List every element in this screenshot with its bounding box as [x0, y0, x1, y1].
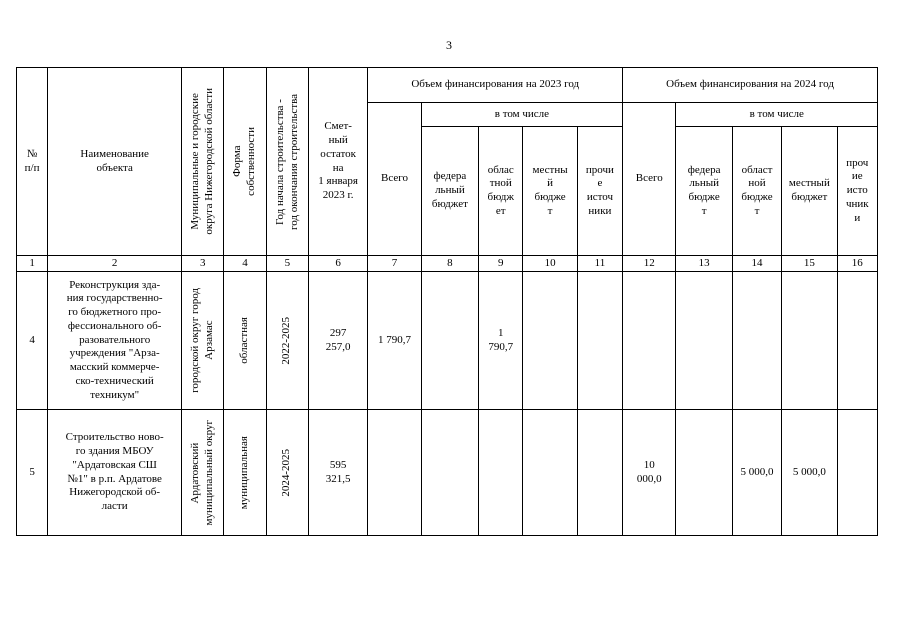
row-years [266, 272, 308, 410]
row-years-text: 2022-2025 [280, 316, 293, 365]
row-other-2024 [837, 272, 877, 410]
header-regional-2023: облас тной бюдж ет [479, 127, 523, 256]
header-ownership-text: Форма собственности [231, 127, 258, 196]
page-number: 3 [446, 38, 452, 52]
column-number: 9 [479, 256, 523, 272]
row-num: 5 [17, 410, 48, 536]
header-years-text: Год начала строительства - год окончания строительства [273, 93, 300, 230]
header-in-total-2024: в том числе [676, 103, 878, 127]
row-ownership [224, 272, 266, 410]
header-balance: Смет- ный остаток на 1 января 2023 г. [308, 68, 367, 256]
row-federal-2023 [421, 410, 478, 536]
header-municipality [182, 68, 224, 256]
header-municipality-text: Муниципальные и городские округа Нижегородской области [189, 88, 215, 235]
header-row-1 [17, 68, 878, 103]
header-federal-2023: федера льный бюджет [421, 127, 478, 256]
header-federal-2024: федера льный бюдже т [676, 127, 732, 256]
column-number: 4 [224, 256, 266, 272]
header-years [266, 68, 308, 256]
header-name: Наименование объекта [48, 68, 182, 256]
row-other-2023 [577, 410, 622, 536]
column-number-row [17, 256, 878, 272]
header-regional-2024: област ной бюдже т [732, 127, 781, 256]
row-ownership [224, 410, 266, 536]
header-ownership [224, 68, 266, 256]
row-name: Реконструкция зда- ния государственно- го бюджетного про- фессионального об- разовательного учреждения "Арза- масский коммерче- ско-технический техникум" [48, 272, 182, 410]
header-group-2023: Объем финансирования на 2023 год [368, 68, 623, 103]
row-years-text: 2024-2025 [280, 448, 293, 497]
header-local-2024: местный бюджет [782, 127, 837, 256]
row-regional-2023 [479, 410, 523, 536]
row-other-2024 [837, 410, 877, 536]
row-regional-2024 [732, 272, 781, 410]
row-balance: 297 257,0 [308, 272, 367, 410]
column-number: 15 [782, 256, 837, 272]
column-number: 5 [266, 256, 308, 272]
column-number: 16 [837, 256, 877, 272]
header-other-2024: проч ие исто чник и [837, 127, 877, 256]
row-federal-2023 [421, 272, 478, 410]
row-balance: 595 321,5 [308, 410, 367, 536]
table-row [17, 410, 878, 536]
header-group-2024: Объем финансирования на 2024 год [623, 68, 878, 103]
column-number: 8 [421, 256, 478, 272]
column-number: 13 [676, 256, 732, 272]
header-in-total-2023: в том числе [421, 103, 622, 127]
header-num: № п/п [17, 68, 48, 256]
header-local-2023: местны й бюдже т [523, 127, 577, 256]
row-total-2023 [368, 410, 421, 536]
header-total-2023: Всего [368, 103, 421, 256]
row-total-2024 [623, 272, 676, 410]
column-number: 1 [17, 256, 48, 272]
row-num: 4 [17, 272, 48, 410]
row-other-2023 [577, 272, 622, 410]
column-number: 7 [368, 256, 421, 272]
row-federal-2024 [676, 410, 732, 536]
row-name: Строительство ново- го здания МБОУ "Ардатовская СШ №1" в р.п. Ардатове Нижегородской об- ласти [48, 410, 182, 536]
row-years [266, 410, 308, 536]
row-regional-2023: 1 790,7 [479, 272, 523, 410]
row-total-2023: 1 790,7 [368, 272, 421, 410]
row-local-2023 [523, 272, 577, 410]
column-number: 3 [182, 256, 224, 272]
financing-table [16, 67, 878, 536]
column-number: 12 [623, 256, 676, 272]
row-municipality-text: городской округ город Арзамас [189, 288, 215, 393]
header-other-2023: прочи е источ ники [577, 127, 622, 256]
row-municipality [182, 410, 224, 536]
column-number: 11 [577, 256, 622, 272]
row-ownership-text: муниципальная [238, 435, 251, 510]
row-local-2024 [782, 272, 837, 410]
column-number: 14 [732, 256, 781, 272]
row-federal-2024 [676, 272, 732, 410]
row-regional-2024: 5 000,0 [732, 410, 781, 536]
column-number: 2 [48, 256, 182, 272]
column-number: 10 [523, 256, 577, 272]
table-row [17, 272, 878, 410]
row-total-2024: 10 000,0 [623, 410, 676, 536]
row-local-2024: 5 000,0 [782, 410, 837, 536]
row-local-2023 [523, 410, 577, 536]
header-total-2024: Всего [623, 103, 676, 256]
column-number: 6 [308, 256, 367, 272]
row-municipality [182, 272, 224, 410]
row-ownership-text: областная [238, 317, 251, 364]
row-municipality-text: Ардатовский муниципальный округ [189, 419, 215, 526]
